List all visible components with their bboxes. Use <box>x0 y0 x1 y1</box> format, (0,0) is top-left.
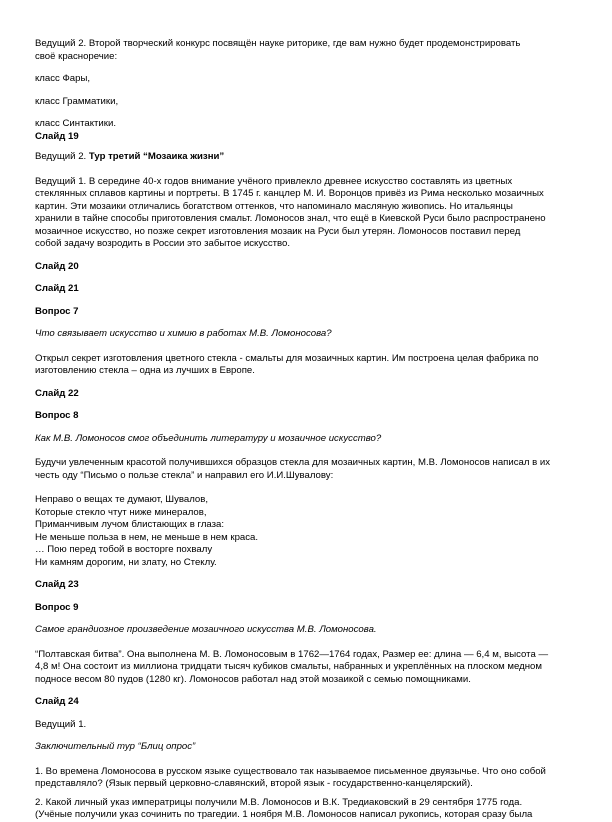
paragraph-line: 1. Во времена Ломоносова в русском языке существовало так называемое письменное двуязычье. Что оно собой <box>35 765 546 777</box>
intro-line-1: Ведущий 2. Второй творческий конкурс посвящён науке риторике, где вам нужно будет продемонстрировать <box>35 38 521 49</box>
paragraph-line: “Полтавская битва”. Она выполнена М. В. Ломоносовым в 1762—1764 годах, Размер ее: длина — 6,4 м, высота — <box>35 648 549 660</box>
poem-line: Ни камням дорогим, ни злату, но Стеклу. <box>35 556 217 568</box>
question-7-text: Что связывает искусство и химию в работах М.В. Ломоносова? <box>35 328 332 339</box>
paragraph-line: Будучи увлеченным красотой получившихся образцов стекла для мозаичных картин, М.В. Ломоносов написал в их <box>35 457 551 468</box>
paragraph-line: подносе весом 80 пудов (1280 кг). Ломоносов работал над этой мозаикой с семью помощниками. <box>35 673 471 685</box>
final-tour-heading: Заключительный тур “Блиц опрос” <box>35 741 196 752</box>
host-1-line: Ведущий 1. <box>35 718 87 730</box>
poem <box>35 494 580 569</box>
question-8-text: Как М.В. Ломоносов смог объединить литературу и мозаичное искусство? <box>35 432 382 444</box>
paragraph-line: представляло? (Язык первый церковно-славянский, второй язык - государственно-канцелярский). <box>35 778 473 789</box>
intro-line-2: своё красноречие: <box>35 50 118 62</box>
poem-line: Приманчивым лучом блистающих в глаза: <box>35 519 225 530</box>
paragraph-line: мозаичное искусство, но позже секрет изготовления мозаик на Руси был утерян. Ломоносов поставил перед <box>35 225 521 237</box>
paragraph-line: картин. Эти мозаики отличались богатством оттенков, что напоминало масляную живопись. Но итальянцы <box>35 200 513 212</box>
poem-line: Не меньше польза в нем, не меньше в нем краса. <box>35 531 259 543</box>
poem-line: Неправо о вещах те думают, Шувалов, <box>35 494 209 505</box>
class-grammar: класс Грамматики, <box>35 95 119 107</box>
tour-3-title: Тур третий “Мозаика жизни” <box>88 151 225 162</box>
tour-3-prefix: Ведущий 2. <box>35 151 89 162</box>
paragraph-line: изготовлению стекла – одна из лучших в Европе. <box>35 365 255 376</box>
paragraph-line: Открыл секрет изготовления цветного стекла - смальты для мозаичных картин. Им построена целая фабрика по <box>35 352 539 364</box>
blitz-question-1 <box>35 766 580 791</box>
class-syntax: класс Синтактики. <box>35 118 116 129</box>
poem-line: … Пою перед тобой в восторге похвалу <box>35 544 213 555</box>
answer-8 <box>35 457 580 482</box>
paragraph-line: 4,8 м! Она состоит из миллиона тридцати тысяч кубиков смальты, набранных и укреплённых на плоском медном <box>35 661 542 672</box>
slide-23-heading: Слайд 23 <box>35 579 79 590</box>
answer-7 <box>35 353 580 378</box>
slide-19-heading: Слайд 19 <box>35 130 79 142</box>
paragraph-line: стеклянных сплавов картины и портреты. В 1745 г. канцлер М. И. Воронцов привёз из Рима несколько мозаичных <box>35 188 544 199</box>
mosaic-paragraph <box>35 176 580 251</box>
tour-3-line <box>35 151 580 164</box>
slide-20-heading: Слайд 20 <box>35 260 79 272</box>
slide-24-heading: Слайд 24 <box>35 696 79 707</box>
poem-line: Которые стекло чтут ниже минералов, <box>35 506 207 518</box>
paragraph-line: Ведущий 1. В середине 40-х годов внимание учёного привлекло древнее искусство составлять из цветных <box>35 175 513 187</box>
class-fary: класс Фары, <box>35 73 91 84</box>
paragraph-line: 2. Какой личный указ императрицы получили М.В. Ломоносов и В.К. Тредиаковский в 29 сентября 1775 года. <box>35 796 523 808</box>
question-9-text: Самое грандиозное произведение мозаичного искусства М.В. Ломоносова. <box>35 624 377 635</box>
paragraph-line: собой задачу возродить в России это забытое искусство. <box>35 238 291 249</box>
question-8-heading: Вопрос 8 <box>35 410 79 421</box>
slide-21-heading: Слайд 21 <box>35 283 79 294</box>
answer-9 <box>35 649 580 687</box>
paragraph-line: (Учёные получили указ сочинить по трагедии. 1 ноября М.В. Ломоносов написал рукопись, которая сразу была <box>35 809 533 820</box>
blitz-question-2 <box>35 797 580 822</box>
paragraph-line: честь оду “Письмо о пользе стекла” и направил его И.И.Шувалову: <box>35 469 334 481</box>
slide-22-heading: Слайд 22 <box>35 387 79 399</box>
document-page <box>35 38 580 822</box>
question-9-heading: Вопрос 9 <box>35 601 79 613</box>
question-7-heading: Вопрос 7 <box>35 305 79 317</box>
paragraph-line: хранили в тайне способы приготовления смальт. Ломоносов знал, что ещё в Киевской Руси было распространено <box>35 213 546 224</box>
